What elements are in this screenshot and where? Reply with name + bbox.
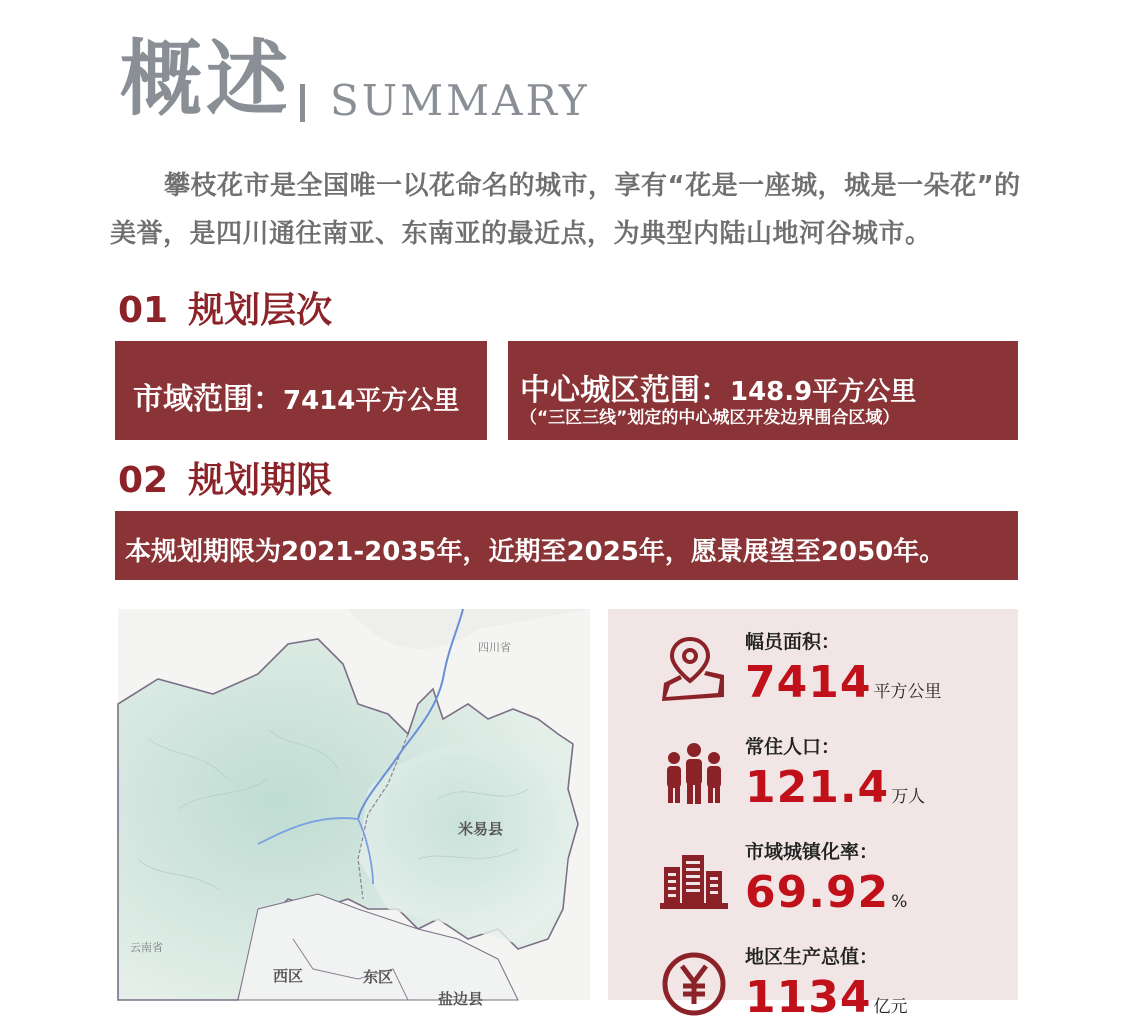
stat-unit: 平方公里 bbox=[873, 682, 942, 702]
city-area-label: 市域范围： bbox=[133, 382, 283, 417]
stat-population bbox=[608, 714, 1018, 819]
page-title-en: SUMMARY bbox=[330, 76, 590, 125]
stat-unit: 亿元 bbox=[873, 997, 908, 1017]
map-label-dongqu: 东区 bbox=[363, 968, 394, 986]
stat-label: 幅员面积： bbox=[745, 631, 841, 653]
section-number: 02 bbox=[118, 460, 169, 501]
intro-paragraph: 攀枝花市是全国唯一以花命名的城市，享有“花是一座城，城是一朵花”的美誉，是四川通往南亚、东南亚的最近点，为典型内陆山地河谷城市。 bbox=[110, 171, 1021, 249]
stat-area bbox=[608, 609, 1018, 714]
section-number: 01 bbox=[118, 290, 169, 331]
stat-number: 7414 bbox=[745, 657, 872, 708]
page-title-cn: 概述 bbox=[120, 31, 293, 127]
map-pin-icon bbox=[660, 635, 728, 703]
section-heading-planning-levels bbox=[118, 290, 333, 331]
map-label-yunnan: 云南省 bbox=[130, 941, 163, 954]
stat-label: 常住人口： bbox=[745, 736, 841, 758]
stat-value bbox=[745, 867, 907, 918]
map-label-sichuan: 四川省 bbox=[478, 641, 511, 654]
stat-number: 69.92 bbox=[745, 867, 890, 918]
stat-number: 121.4 bbox=[745, 762, 890, 813]
city-area-box bbox=[115, 341, 487, 440]
city-area-value: 7414平方公里 bbox=[283, 386, 460, 416]
central-area-value: 148.9平方公里 bbox=[730, 377, 917, 407]
planning-period-box bbox=[115, 511, 1018, 580]
yen-icon bbox=[660, 950, 728, 1018]
map-label-yanbian: 盐边县 bbox=[438, 990, 484, 1008]
stat-unit: % bbox=[891, 892, 908, 912]
stat-unit: 万人 bbox=[891, 787, 926, 807]
stat-gdp bbox=[608, 924, 1018, 1029]
key-stats-panel bbox=[608, 609, 1018, 1023]
map-label-miyi: 米易县 bbox=[458, 820, 504, 838]
region-map-svg bbox=[118, 609, 590, 1008]
stat-urbanization bbox=[608, 819, 1018, 924]
buildings-icon bbox=[660, 845, 728, 913]
city-area-text bbox=[133, 374, 459, 418]
map-label-xiqu: 西区 bbox=[273, 967, 304, 985]
section-heading-planning-period bbox=[118, 460, 333, 501]
region-map bbox=[118, 609, 590, 1008]
stat-number: 1134 bbox=[745, 972, 872, 1023]
stat-label: 地区生产总值： bbox=[745, 946, 879, 968]
people-icon bbox=[660, 740, 728, 808]
section-title: 规划期限 bbox=[188, 460, 333, 501]
central-area-box bbox=[508, 341, 1018, 440]
title-divider bbox=[300, 84, 305, 122]
central-area-note: （“三区三线”划定的中心城区开发边界围合区域） bbox=[520, 408, 900, 428]
stat-value bbox=[745, 762, 925, 813]
stat-value bbox=[745, 972, 907, 1023]
section-title: 规划层次 bbox=[188, 290, 333, 331]
planning-period-text: 本规划期限为2021-2035年，近期至2025年，愿景展望至2050年。 bbox=[125, 537, 946, 567]
stat-value bbox=[745, 657, 941, 708]
stat-label: 市域城镇化率： bbox=[745, 841, 879, 863]
central-area-label: 中心城区范围： bbox=[520, 373, 730, 408]
